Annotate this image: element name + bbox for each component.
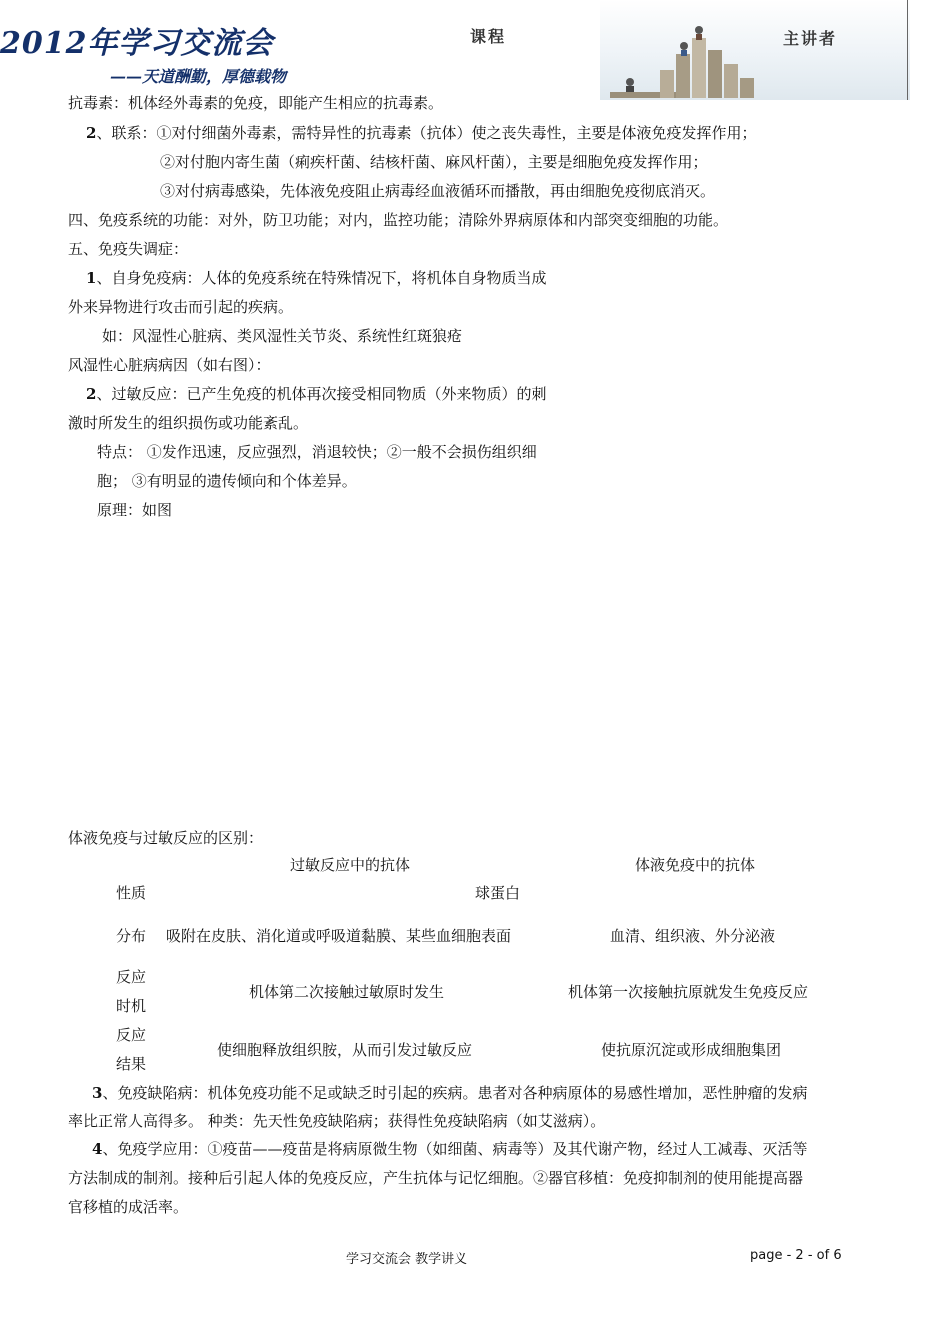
cell-distribution-humoral: 血清、组织液、外分泌液	[610, 927, 776, 945]
banner-title: 2012年学习交流会	[0, 26, 274, 61]
row-label-result-a: 反应	[116, 1026, 147, 1044]
item-text: 、过敏反应：已产生免疫的机体再次接受相同物质（外来物质）的刺	[96, 385, 547, 403]
item-text: 、联系：①对付细菌外毒素，需特异性的抗毒素（抗体）使之丧失毒性，主要是体液免疫发挥作用；	[96, 124, 757, 142]
item-number: 3	[92, 1084, 103, 1102]
cell-result-humoral: 使抗原沉淀或形成细胞集团	[601, 1041, 782, 1059]
row-label-timing-b: 时机	[116, 997, 147, 1015]
item-number: 4	[92, 1140, 103, 1158]
item-number: 2	[86, 385, 97, 403]
relation-line	[86, 123, 756, 143]
cell-distribution-allergy: 吸附在皮肤、消化道或呼吸道黏膜、某些血细胞表面	[166, 927, 512, 945]
item-number: 1	[86, 269, 97, 287]
allergy-line-2: 激时所发生的组织损伤或功能紊乱。	[68, 414, 309, 432]
immunology-application-line-3: 官移植的成活率。	[68, 1198, 189, 1216]
row-label-nature: 性质	[116, 884, 147, 902]
immune-function-line: 四、免疫系统的功能：对外，防卫功能；对内，监控功能；清除外界病原体和内部突变细胞的功能。	[68, 211, 729, 229]
row-label-distribution: 分布	[116, 927, 147, 945]
immunology-application-line	[92, 1139, 807, 1159]
autoimmune-examples: 如：风湿性心脏病、类风湿性关节炎、系统性红斑狼疮	[102, 327, 463, 345]
footer-center-text: 学习交流会 教学讲义	[346, 1252, 468, 1267]
section-heading-immune-disorders: 五、免疫失调症：	[68, 240, 189, 258]
banner-subtitle: ——天道酬勤，厚德载物	[110, 67, 287, 86]
table-header-allergy-antibody: 过敏反应中的抗体	[290, 856, 411, 874]
cell-result-allergy: 使细胞释放组织胺，从而引发过敏反应	[217, 1041, 473, 1059]
relation-line-2: ②对付胞内寄生菌（痢疾杆菌、结核杆菌、麻风杆菌），主要是细胞免疫发挥作用；	[160, 153, 708, 171]
allergy-principle: 原理：如图	[97, 501, 173, 519]
immunodeficiency-line	[92, 1083, 807, 1103]
immunology-application-line-2: 方法制成的制剂。接种后引起人体的免疫反应，产生抗体与记忆细胞。②器官移植：免疫抑制剂的使用能提高器	[68, 1169, 804, 1187]
comparison-heading: 体液免疫与过敏反应的区别：	[68, 829, 264, 847]
autoimmune-line-2: 外来异物进行攻击而引起的疾病。	[68, 298, 294, 316]
row-label-result-b: 结果	[116, 1055, 147, 1073]
cell-nature-shared: 球蛋白	[475, 884, 521, 902]
allergy-line	[86, 384, 546, 404]
cell-timing-allergy: 机体第二次接触过敏原时发生	[249, 983, 445, 1001]
cell-timing-humoral: 机体第一次接触抗原就发生免疫反应	[568, 983, 809, 1001]
rheumatic-cause-line: 风湿性心脏病病因（如右图）：	[68, 356, 271, 374]
page-header	[0, 0, 950, 100]
antitoxin-line: 抗毒素：机体经外毒素的免疫，即能产生相应的抗毒素。	[68, 94, 444, 112]
allergy-features-2: 胞； ③有明显的遗传倾向和个体差异。	[97, 472, 357, 490]
page-number: page - 2 - of 6	[750, 1248, 842, 1263]
item-text: 、免疫缺陷病：机体免疫功能不足或缺乏时引起的疾病。患者对各种病原体的易感性增加，恶性肿瘤的发病	[102, 1084, 808, 1102]
item-text: 、自身免疫病：人体的免疫系统在特殊情况下，将机体自身物质当成	[96, 269, 547, 287]
header-right-rule	[907, 0, 908, 100]
books-illustration	[600, 20, 910, 100]
course-label: 课程	[470, 27, 507, 46]
table-header-humoral-antibody: 体液免疫中的抗体	[635, 856, 756, 874]
item-number: 2	[86, 124, 97, 142]
item-text: 、免疫学应用：①疫苗——疫苗是将病原微生物（如细菌、病毒等）及其代谢产物，经过人工减毒、灭活等	[102, 1140, 808, 1158]
autoimmune-line	[86, 268, 546, 288]
relation-line-3: ③对付病毒感染，先体液免疫阻止病毒经血液循环而播散，再由细胞免疫彻底消灭。	[160, 182, 716, 200]
speaker-label: 主讲者	[783, 29, 838, 48]
allergy-features: 特点： ①发作迅速，反应强烈，消退较快；②一般不会损伤组织细	[97, 443, 537, 461]
immunodeficiency-line-2: 率比正常人高得多。 种类：先天性免疫缺陷病；获得性免疫缺陷病（如艾滋病）。	[68, 1112, 606, 1130]
row-label-timing-a: 反应	[116, 968, 147, 986]
